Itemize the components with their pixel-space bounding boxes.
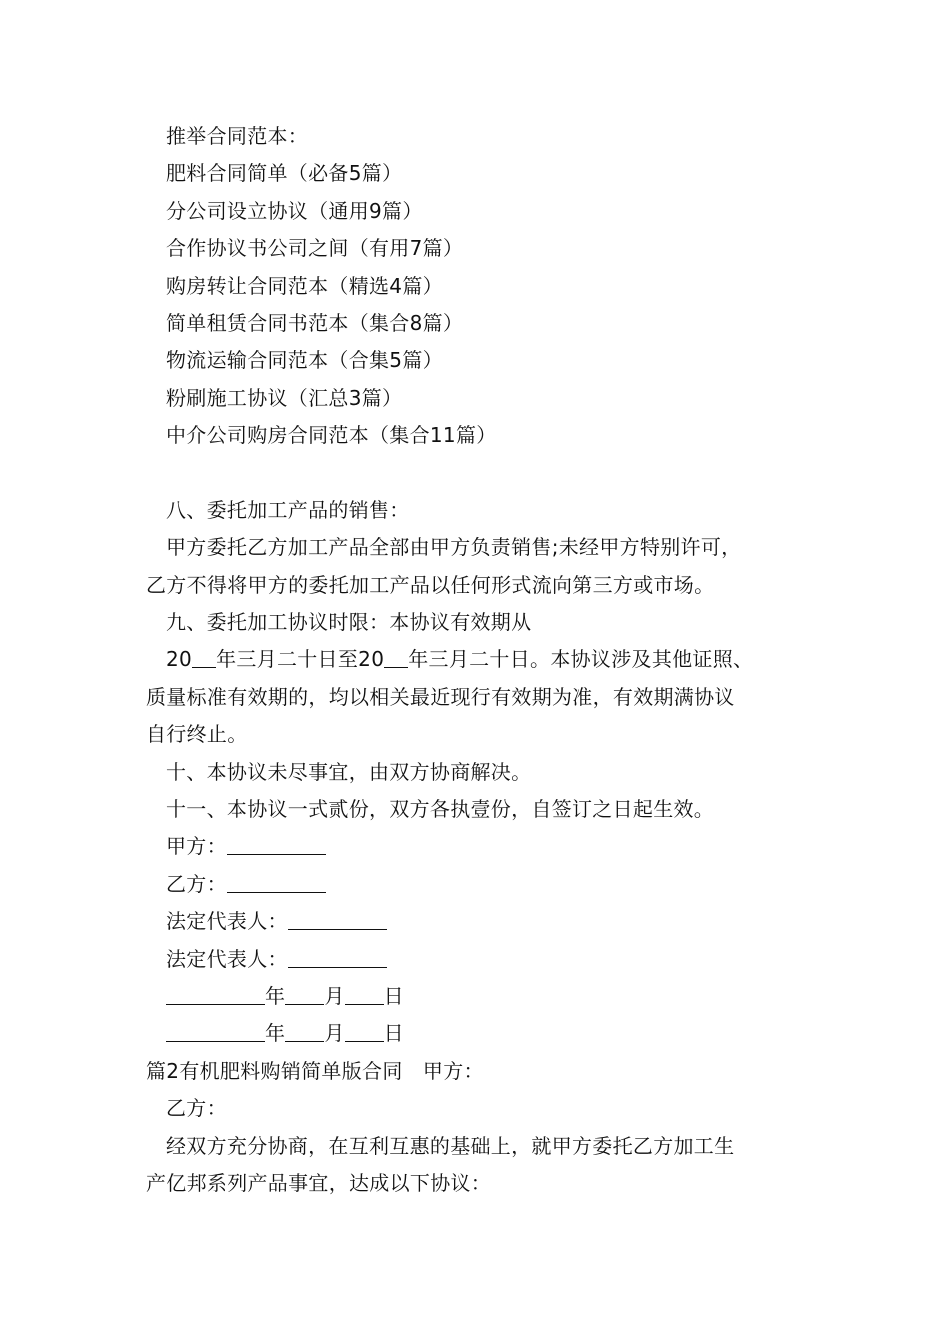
date-blank	[285, 1021, 324, 1042]
date-blank	[345, 1021, 384, 1042]
signature-party-b	[146, 866, 826, 903]
signature-rep-1	[146, 903, 826, 940]
clause-9-text: 自行终止。	[146, 722, 248, 747]
clause-8-text: 甲方委托乙方加工产品全部由甲方负责销售;未经甲方特别许可，	[166, 535, 742, 560]
year-prefix: 20	[166, 647, 193, 672]
date-label: 月	[324, 983, 345, 1008]
signature-party-a	[146, 828, 826, 865]
section-2-title: 篇2有机肥料购销简单版合同 甲方：	[146, 1058, 484, 1083]
signature-label: 乙方：	[166, 871, 227, 896]
recommended-link[interactable]: 合作协议书公司之间（有用7篇）	[166, 236, 464, 261]
signature-label: 法定代表人：	[166, 946, 288, 971]
date-blank	[166, 1021, 265, 1042]
section-2-intro: 产亿邦系列产品事宜，达成以下协议：	[146, 1170, 492, 1195]
year-blank	[384, 647, 408, 668]
date-label: 年	[265, 1021, 286, 1046]
paragraph-gap	[146, 455, 826, 492]
date-text: 年三月二十日。本协议涉及其他证照、	[408, 647, 754, 672]
date-label: 月	[324, 1021, 345, 1046]
recommended-link[interactable]: 购房转让合同范本（精选4篇）	[166, 273, 443, 298]
signature-date	[146, 1015, 826, 1052]
signature-rep-2	[146, 941, 826, 978]
year-blank	[192, 647, 216, 668]
signature-date	[146, 978, 826, 1015]
year-prefix: 20	[358, 647, 385, 672]
signature-label: 法定代表人：	[166, 909, 288, 934]
clause-10: 十、本协议未尽事宜，由双方协商解决。	[166, 759, 532, 784]
section-2-party-b: 乙方：	[166, 1096, 227, 1121]
date-label: 年	[265, 983, 286, 1008]
clause-9-text: 质量标准有效期的，均以相关最近现行有效期为准，有效期满协议	[146, 684, 735, 709]
date-blank	[166, 984, 265, 1005]
date-blank	[345, 984, 384, 1005]
section-2-intro: 经双方充分协商，在互利互惠的基础上，就甲方委托乙方加工生	[166, 1133, 735, 1158]
signature-label: 甲方：	[166, 834, 227, 859]
signature-blank	[227, 834, 326, 855]
recommended-link[interactable]: 中介公司购房合同范本（集合11篇）	[166, 423, 497, 448]
recommended-link[interactable]: 粉刷施工协议（汇总3篇）	[166, 385, 403, 410]
recommended-link[interactable]: 简单租赁合同书范本（集合8篇）	[166, 310, 464, 335]
signature-blank	[227, 872, 326, 893]
clause-9-title: 九、委托加工协议时限：本协议有效期从	[166, 610, 532, 635]
date-label: 日	[383, 1021, 404, 1046]
document-body	[146, 118, 826, 1202]
clause-8-title: 八、委托加工产品的销售：	[166, 497, 410, 522]
signature-blank	[288, 909, 387, 930]
date-text: 年三月二十日至	[216, 647, 359, 672]
recommended-link[interactable]: 肥料合同简单（必备5篇）	[166, 161, 403, 186]
recommended-link[interactable]: 物流运输合同范本（合集5篇）	[166, 348, 443, 373]
date-blank	[285, 984, 324, 1005]
signature-blank	[288, 947, 387, 968]
clause-8-text: 乙方不得将甲方的委托加工产品以任何形式流向第三方或市场。	[146, 572, 715, 597]
clause-11: 十一、本协议一式贰份，双方各执壹份，自签订之日起生效。	[166, 797, 715, 822]
recommended-link[interactable]: 分公司设立协议（通用9篇）	[166, 198, 423, 223]
recommended-heading: 推举合同范本：	[166, 124, 309, 148]
date-label: 日	[383, 983, 404, 1008]
clause-9-dates	[146, 641, 826, 678]
